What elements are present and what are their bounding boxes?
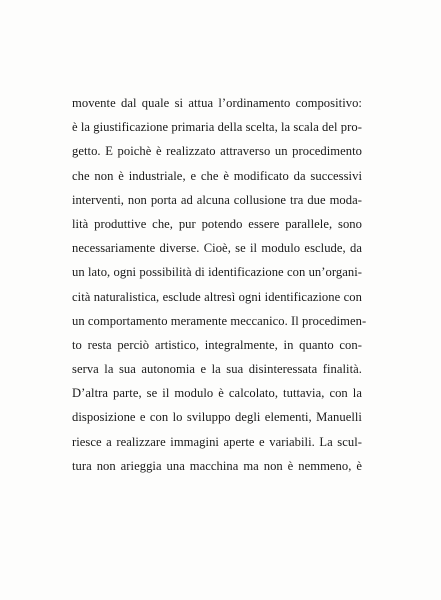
text-line: movente dal quale si attua l’ordinamento compositivo:: [72, 96, 362, 110]
text-line: tura non arieggia una macchina ma non è nemmeno, è: [72, 458, 362, 473]
text-line: lità produttive che, pur potendo essere parallele, sono: [72, 216, 362, 231]
text-line: serva la sua autonomia e la sua disinteressata finalità.: [72, 362, 362, 377]
text-line: che non è industriale, e che è modificato da successivi: [72, 168, 362, 183]
text-line: getto. E poichè è realizzato attraverso un procedimento: [72, 144, 362, 159]
text-line: un comportamento meramente meccanico. Il procedimen-: [72, 313, 367, 328]
text-line: cità naturalistica, esclude altresì ogni identificazione con: [72, 289, 362, 304]
text-line: necessariamente diverse. Cioè, se il modulo esclude, da: [72, 241, 362, 256]
text-line: to resta perciò artistico, integralmente, in quanto con-: [72, 337, 362, 352]
text-line: D’altra parte, se il modulo è calcolato, tuttavia, con la: [72, 386, 362, 401]
text-line: interventi, non porta ad alcuna collusione tra due moda-: [72, 192, 362, 207]
text-line: un lato, ogni possibilità di identificazione con un’organi-: [72, 265, 362, 280]
body-text: [72, 91, 367, 478]
text-line: è la giustificazione primaria della scelta, la scala del pro-: [72, 120, 362, 135]
text-line: disposizione e con lo sviluppo degli elementi, Manuelli: [72, 410, 362, 425]
text-line: riesce a realizzare immagini aperte e variabili. La scul-: [72, 434, 362, 449]
